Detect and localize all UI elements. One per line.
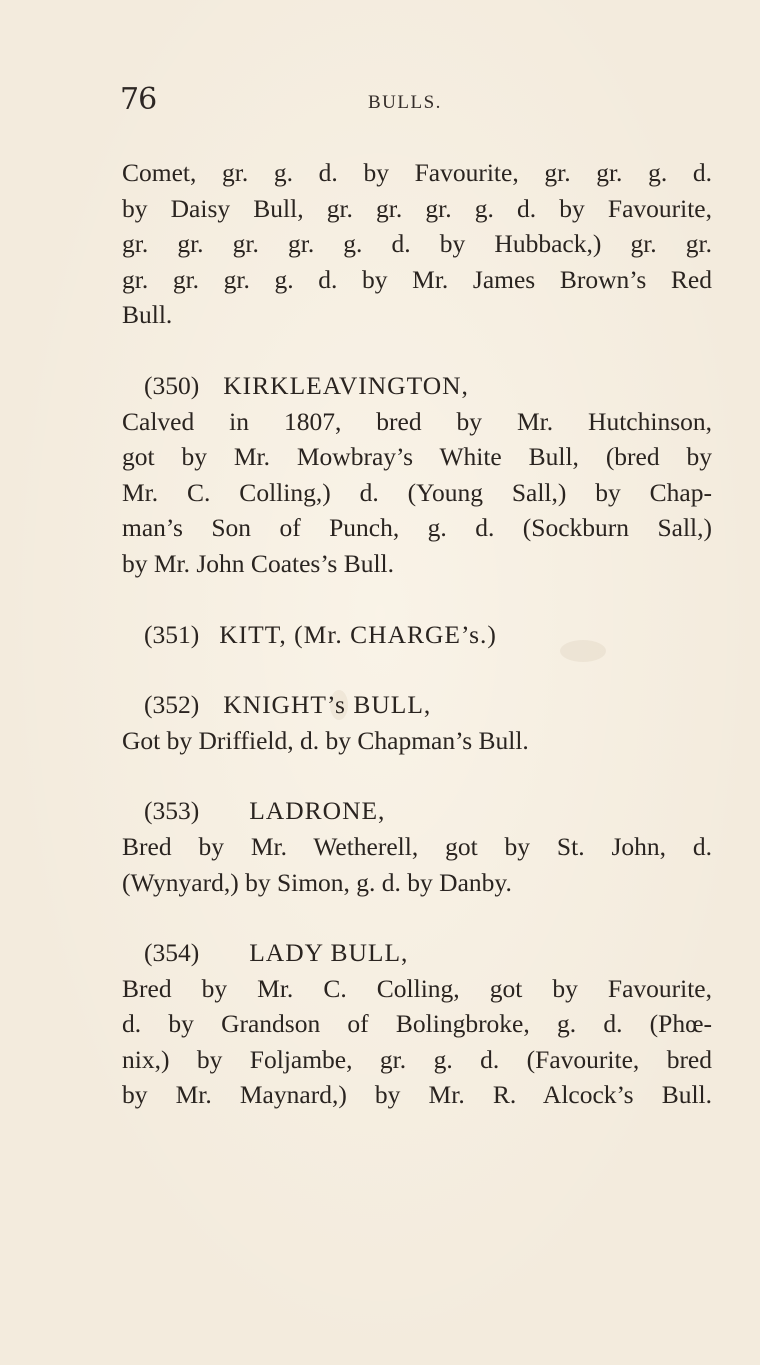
entry-name: KITT, (Mr. CHARGE’s.) [219, 619, 497, 649]
entry-name: KIRKLEAVINGTON, [223, 370, 469, 400]
text-line: Got by Driffield, d. by Chapman’s Bull. [122, 725, 529, 755]
running-head [120, 82, 700, 122]
text-line: Mr. C. Colling,) d. (Young Sall,) by Chap- [122, 477, 712, 507]
entry-number: (350) [144, 370, 200, 400]
page-body [122, 155, 712, 1113]
text-line: Bull. [122, 300, 173, 330]
text-line: nix,) by Foljambe, gr. g. d. (Favourite, bred [122, 1044, 712, 1074]
text-line: gr. gr. gr. gr. g. d. by Hubback,) gr. gr. [122, 229, 712, 259]
text-line: (Wynyard,) by Simon, g. d. by Danby. [122, 867, 512, 897]
running-title: BULLS. [368, 92, 442, 113]
entry-number: (352) [144, 690, 200, 720]
text-line: Bred by Mr. C. Colling, got by Favourite, [122, 973, 712, 1003]
text-line: d. by Grandson of Bolingbroke, g. d. (Phœ- [122, 1009, 712, 1039]
text-line: Comet, gr. g. d. by Favourite, gr. gr. g. d. [122, 158, 712, 187]
entry-heading [122, 935, 712, 971]
text-line: by Mr. Maynard,) by Mr. R. Alcock’s Bull. [122, 1080, 712, 1110]
entry-heading [122, 368, 712, 404]
entry-heading [122, 793, 712, 829]
text-line: man’s Son of Punch, g. d. (Sockburn Sall,) [122, 513, 712, 543]
entry-number: (351) [144, 619, 200, 649]
text-line: gr. gr. gr. g. d. by Mr. James Brown’s Red [122, 264, 712, 294]
entry-name: LADY BULL, [249, 938, 409, 968]
entry-number: (353) [144, 796, 200, 826]
text-line: Calved in 1807, bred by Mr. Hutchinson, [122, 406, 712, 436]
entry-name: LADRONE, [249, 796, 386, 826]
entry-heading [122, 687, 712, 723]
entry-number: (354) [144, 938, 200, 968]
text-line: by Mr. John Coates’s Bull. [122, 548, 395, 578]
text-line: by Daisy Bull, gr. gr. gr. g. d. by Favourite, [122, 193, 712, 223]
page-number: 76 [120, 82, 157, 117]
text-line: got by Mr. Mowbray’s White Bull, (bred by [122, 442, 712, 472]
entry-heading [122, 617, 712, 653]
text-line: Bred by Mr. Wetherell, got by St. John, d. [122, 831, 712, 861]
entry-name: KNIGHT’s BULL, [223, 690, 432, 720]
